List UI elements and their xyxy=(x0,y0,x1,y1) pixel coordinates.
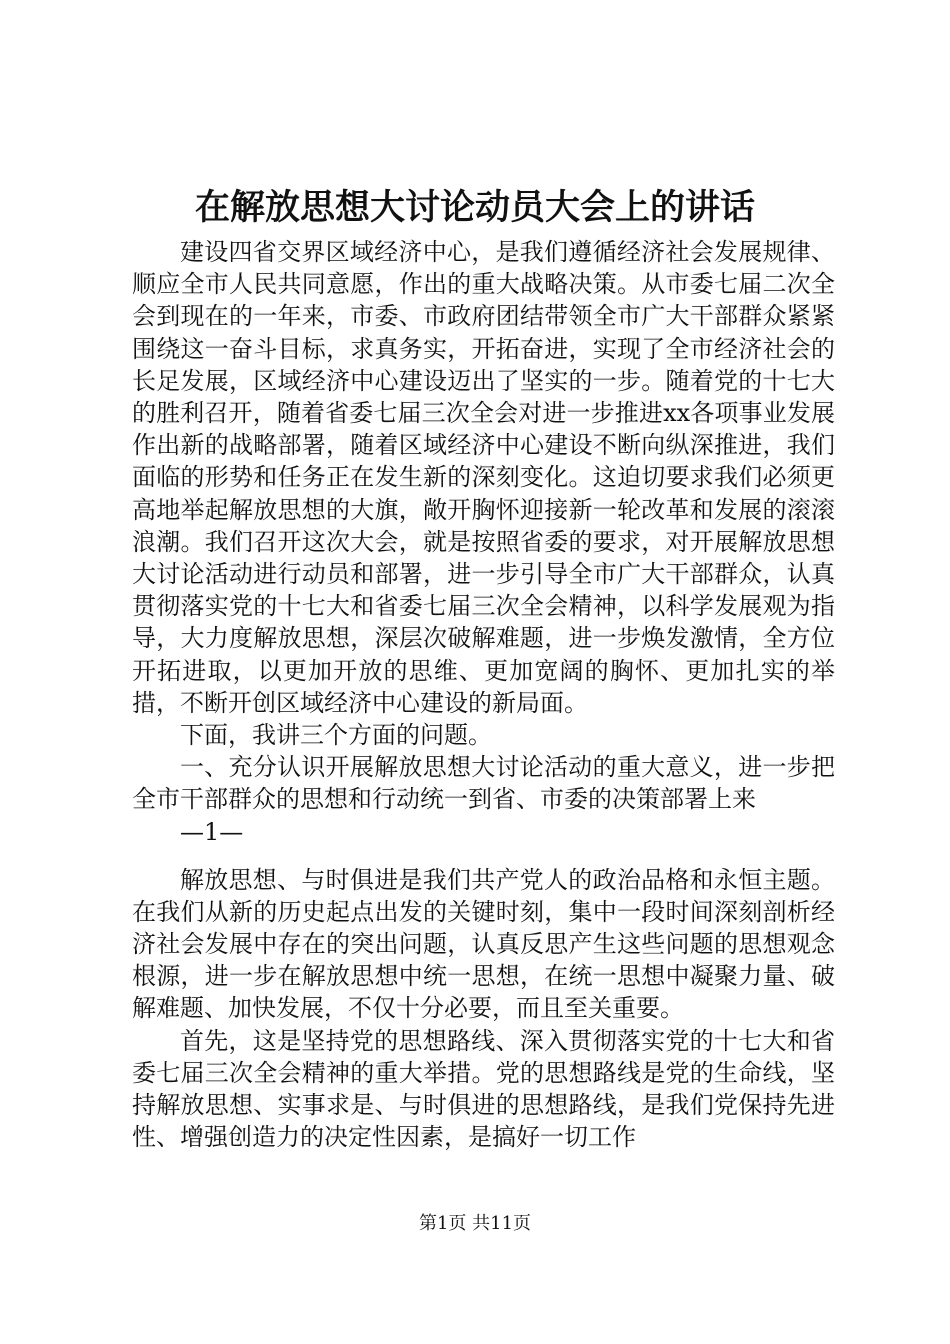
document-body xyxy=(132,236,835,1153)
paragraph-first-point: 首先，这是坚持党的思想路线、深入贯彻落实党的十七大和省委七届三次全会精神的重大举措。党的思想路线是党的生命线，坚持解放思想、实事求是、与时俱进的思想路线，是我们党保持先进性、增强创造力的决定性因素，是搞好一切工作 xyxy=(132,1026,835,1152)
inline-page-mark: —1— xyxy=(180,817,244,846)
section-heading-one: 一、充分认识开展解放思想大讨论活动的重大意义，进一步把全市干部群众的思想和行动统一到省、市委的决策部署上来 xyxy=(132,753,835,814)
paragraph-intro: 建设四省交界区域经济中心，是我们遵循经济社会发展规律、顺应全市人民共同意愿，作出的重大战略决策。从市委七届二次全会到现在的一年来，市委、市政府团结带领全市广大干部群众紧紧围绕这一奋斗目标，求真务实，开拓奋进，实现了全市经济社会的长足发展，区域经济中心建设迈出了坚实的一步。随着党的十七大的胜利召开，随着省委七届三次全会对进一步推进xx各项事业发展作出新的战略部署，随着区域经济中心建设不断向纵深推进，我们面临的形势和任务正在发生新的深刻变化。这迫切要求我们必须更高地举起解放思想的大旗，敞开胸怀迎接新一轮改革和发展的滚滚浪潮。我们召开这次大会，就是按照省委的要求，对开展解放思想大讨论活动进行动员和部署，进一步引导全市广大干部群众，认真贯彻落实党的十七大和省委七届三次全会精神，以科学发展观为指导，大力度解放思想，深层次破解难题，进一步焕发激情，全方位开拓进取，以更加开放的思维、更加宽阔的胸怀、更加扎实的举措，不断开创区域经济中心建设的新局面。 xyxy=(132,238,835,717)
document-title: 在解放思想大讨论动员大会上的讲话 xyxy=(194,187,755,228)
page-footer: 第1页 共11页 xyxy=(418,1213,532,1234)
paragraph-emancipation: 解放思想、与时俱进是我们共产党人的政治品格和永恒主题。在我们从新的历史起点出发的关键时刻，集中一段时间深刻剖析经济社会发展中存在的突出问题，认真反思产生这些问题的思想观念根源，进一步在解放思想中统一思想，在统一思想中凝聚力量、破解难题、加快发展，不仅十分必要，而且至关重要。 xyxy=(132,865,835,1023)
paragraph-outline: 下面，我讲三个方面的问题。 xyxy=(180,721,492,750)
